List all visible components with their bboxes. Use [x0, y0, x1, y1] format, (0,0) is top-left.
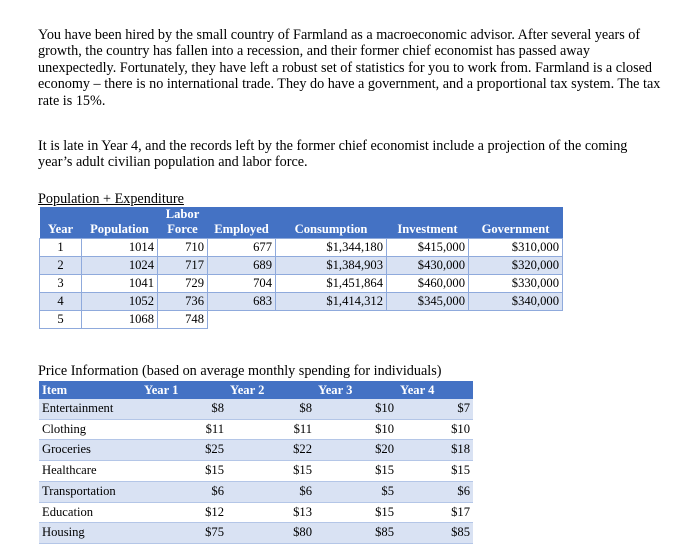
table-row — [40, 275, 563, 293]
cell-item: Healthcare — [42, 463, 97, 478]
cell-employed: 683 — [208, 293, 276, 311]
cell-year-4: $85 — [397, 523, 473, 544]
cell-year-2: $13 — [293, 504, 312, 519]
cell-year: 1 — [40, 239, 82, 257]
cell-year-1: $25 — [141, 440, 227, 461]
price-information-table — [39, 381, 473, 544]
cell-empty — [208, 311, 276, 329]
cell-government: $320,000 — [469, 257, 563, 275]
cell-year-4: $6 — [397, 481, 473, 502]
table-row — [40, 239, 563, 257]
header-year-2: Year 2 — [227, 381, 315, 399]
cell-population: 1052 — [82, 293, 158, 311]
table-row — [39, 440, 473, 461]
cell-year-4: $10 — [451, 421, 470, 436]
header-employed: Employed — [208, 207, 276, 239]
cell-labor-force: 748 — [158, 311, 208, 329]
cell-year-2: $80 — [227, 523, 315, 544]
cell-population: 1024 — [82, 257, 158, 275]
cell-population: 1041 — [82, 275, 158, 293]
cell-item: Housing — [39, 523, 141, 544]
cell-year-1: $8 — [141, 399, 227, 419]
table-row — [40, 293, 563, 311]
cell-employed: 677 — [208, 239, 276, 257]
cell-year-1: $15 — [205, 463, 224, 478]
cell-investment: $460,000 — [387, 275, 469, 293]
header-consumption: Consumption — [276, 207, 387, 239]
cell-year-3: $85 — [315, 523, 397, 544]
header-year-1: Year 1 — [141, 381, 227, 399]
cell-year-3: $15 — [375, 463, 394, 478]
population-table-caption: Population + Expenditure — [38, 191, 184, 207]
cell-year-1: $12 — [205, 504, 224, 519]
cell-year-2: $15 — [293, 463, 312, 478]
cell-year-2: $6 — [227, 481, 315, 502]
cell-year: 2 — [40, 257, 82, 275]
cell-year-2: $8 — [227, 399, 315, 419]
table-header-row — [40, 207, 563, 239]
header-labor-force: Labor Force — [158, 207, 208, 239]
cell-year-3: $5 — [315, 481, 397, 502]
cell-labor-force: 717 — [158, 257, 208, 275]
intro-paragraph-1: You have been hired by the small country of Farmland as a macroeconomic advisor. After several years of growth, the country has fallen into a recession, and their former chief economist has passed away unexpectedly. Fortunately, they have left a robust set of statistics for you to work from. Farmland is a closed economy – there is no international trade. They do have a government, and a proportional tax system. The tax rate is 15%. — [38, 27, 661, 109]
cell-year-2: $11 — [293, 421, 312, 436]
cell-year-4: $7 — [397, 399, 473, 419]
header-government: Government — [469, 207, 563, 239]
population-expenditure-table — [39, 207, 563, 329]
cell-year-1: $11 — [205, 421, 224, 436]
header-year-4: Year 4 — [397, 381, 473, 399]
cell-item: Transportation — [39, 481, 141, 502]
cell-year-4: $17 — [451, 504, 470, 519]
cell-government: $310,000 — [469, 239, 563, 257]
table-row — [39, 419, 473, 440]
table-row — [40, 311, 563, 329]
cell-year: 3 — [40, 275, 82, 293]
cell-empty — [387, 311, 469, 329]
cell-population: 1068 — [82, 311, 158, 329]
cell-investment: $345,000 — [387, 293, 469, 311]
table-row — [40, 257, 563, 275]
cell-year-3: $10 — [375, 421, 394, 436]
table-row — [39, 399, 473, 419]
table-row — [39, 481, 473, 502]
price-table-caption: Price Information (based on average monthly spending for individuals) — [38, 363, 442, 379]
cell-employed: 689 — [208, 257, 276, 275]
cell-year-1: $75 — [141, 523, 227, 544]
cell-government: $330,000 — [469, 275, 563, 293]
cell-labor-force: 736 — [158, 293, 208, 311]
header-investment: Investment — [387, 207, 469, 239]
cell-investment: $415,000 — [387, 239, 469, 257]
table-row — [39, 461, 473, 482]
cell-year: 5 — [40, 311, 82, 329]
cell-year: 4 — [40, 293, 82, 311]
table-header-row — [39, 381, 473, 399]
cell-empty — [469, 311, 563, 329]
cell-item: Education — [42, 504, 94, 519]
cell-employed: 704 — [208, 275, 276, 293]
cell-investment: $430,000 — [387, 257, 469, 275]
cell-item: Groceries — [39, 440, 141, 461]
table-row — [39, 502, 473, 523]
cell-year-3: $15 — [375, 504, 394, 519]
cell-year-3: $10 — [315, 399, 397, 419]
cell-item: Entertainment — [39, 399, 141, 419]
header-item: Item — [39, 381, 141, 399]
cell-consumption: $1,384,903 — [276, 257, 387, 275]
cell-year-3: $20 — [315, 440, 397, 461]
cell-year-4: $15 — [451, 463, 470, 478]
cell-year-2: $22 — [227, 440, 315, 461]
cell-labor-force: 710 — [158, 239, 208, 257]
cell-consumption: $1,414,312 — [276, 293, 387, 311]
cell-consumption: $1,344,180 — [276, 239, 387, 257]
header-population: Population — [82, 207, 158, 239]
header-year: Year — [40, 207, 82, 239]
table-row — [39, 523, 473, 544]
header-year-3: Year 3 — [315, 381, 397, 399]
cell-population: 1014 — [82, 239, 158, 257]
cell-empty — [276, 311, 387, 329]
intro-paragraph-2: It is late in Year 4, and the records left by the former chief economist include a projection of the coming year’s adult civilian population and labor force. — [38, 138, 628, 171]
cell-item: Clothing — [42, 421, 87, 436]
cell-government: $340,000 — [469, 293, 563, 311]
cell-year-4: $18 — [397, 440, 473, 461]
cell-year-1: $6 — [141, 481, 227, 502]
cell-consumption: $1,451,864 — [276, 275, 387, 293]
cell-labor-force: 729 — [158, 275, 208, 293]
